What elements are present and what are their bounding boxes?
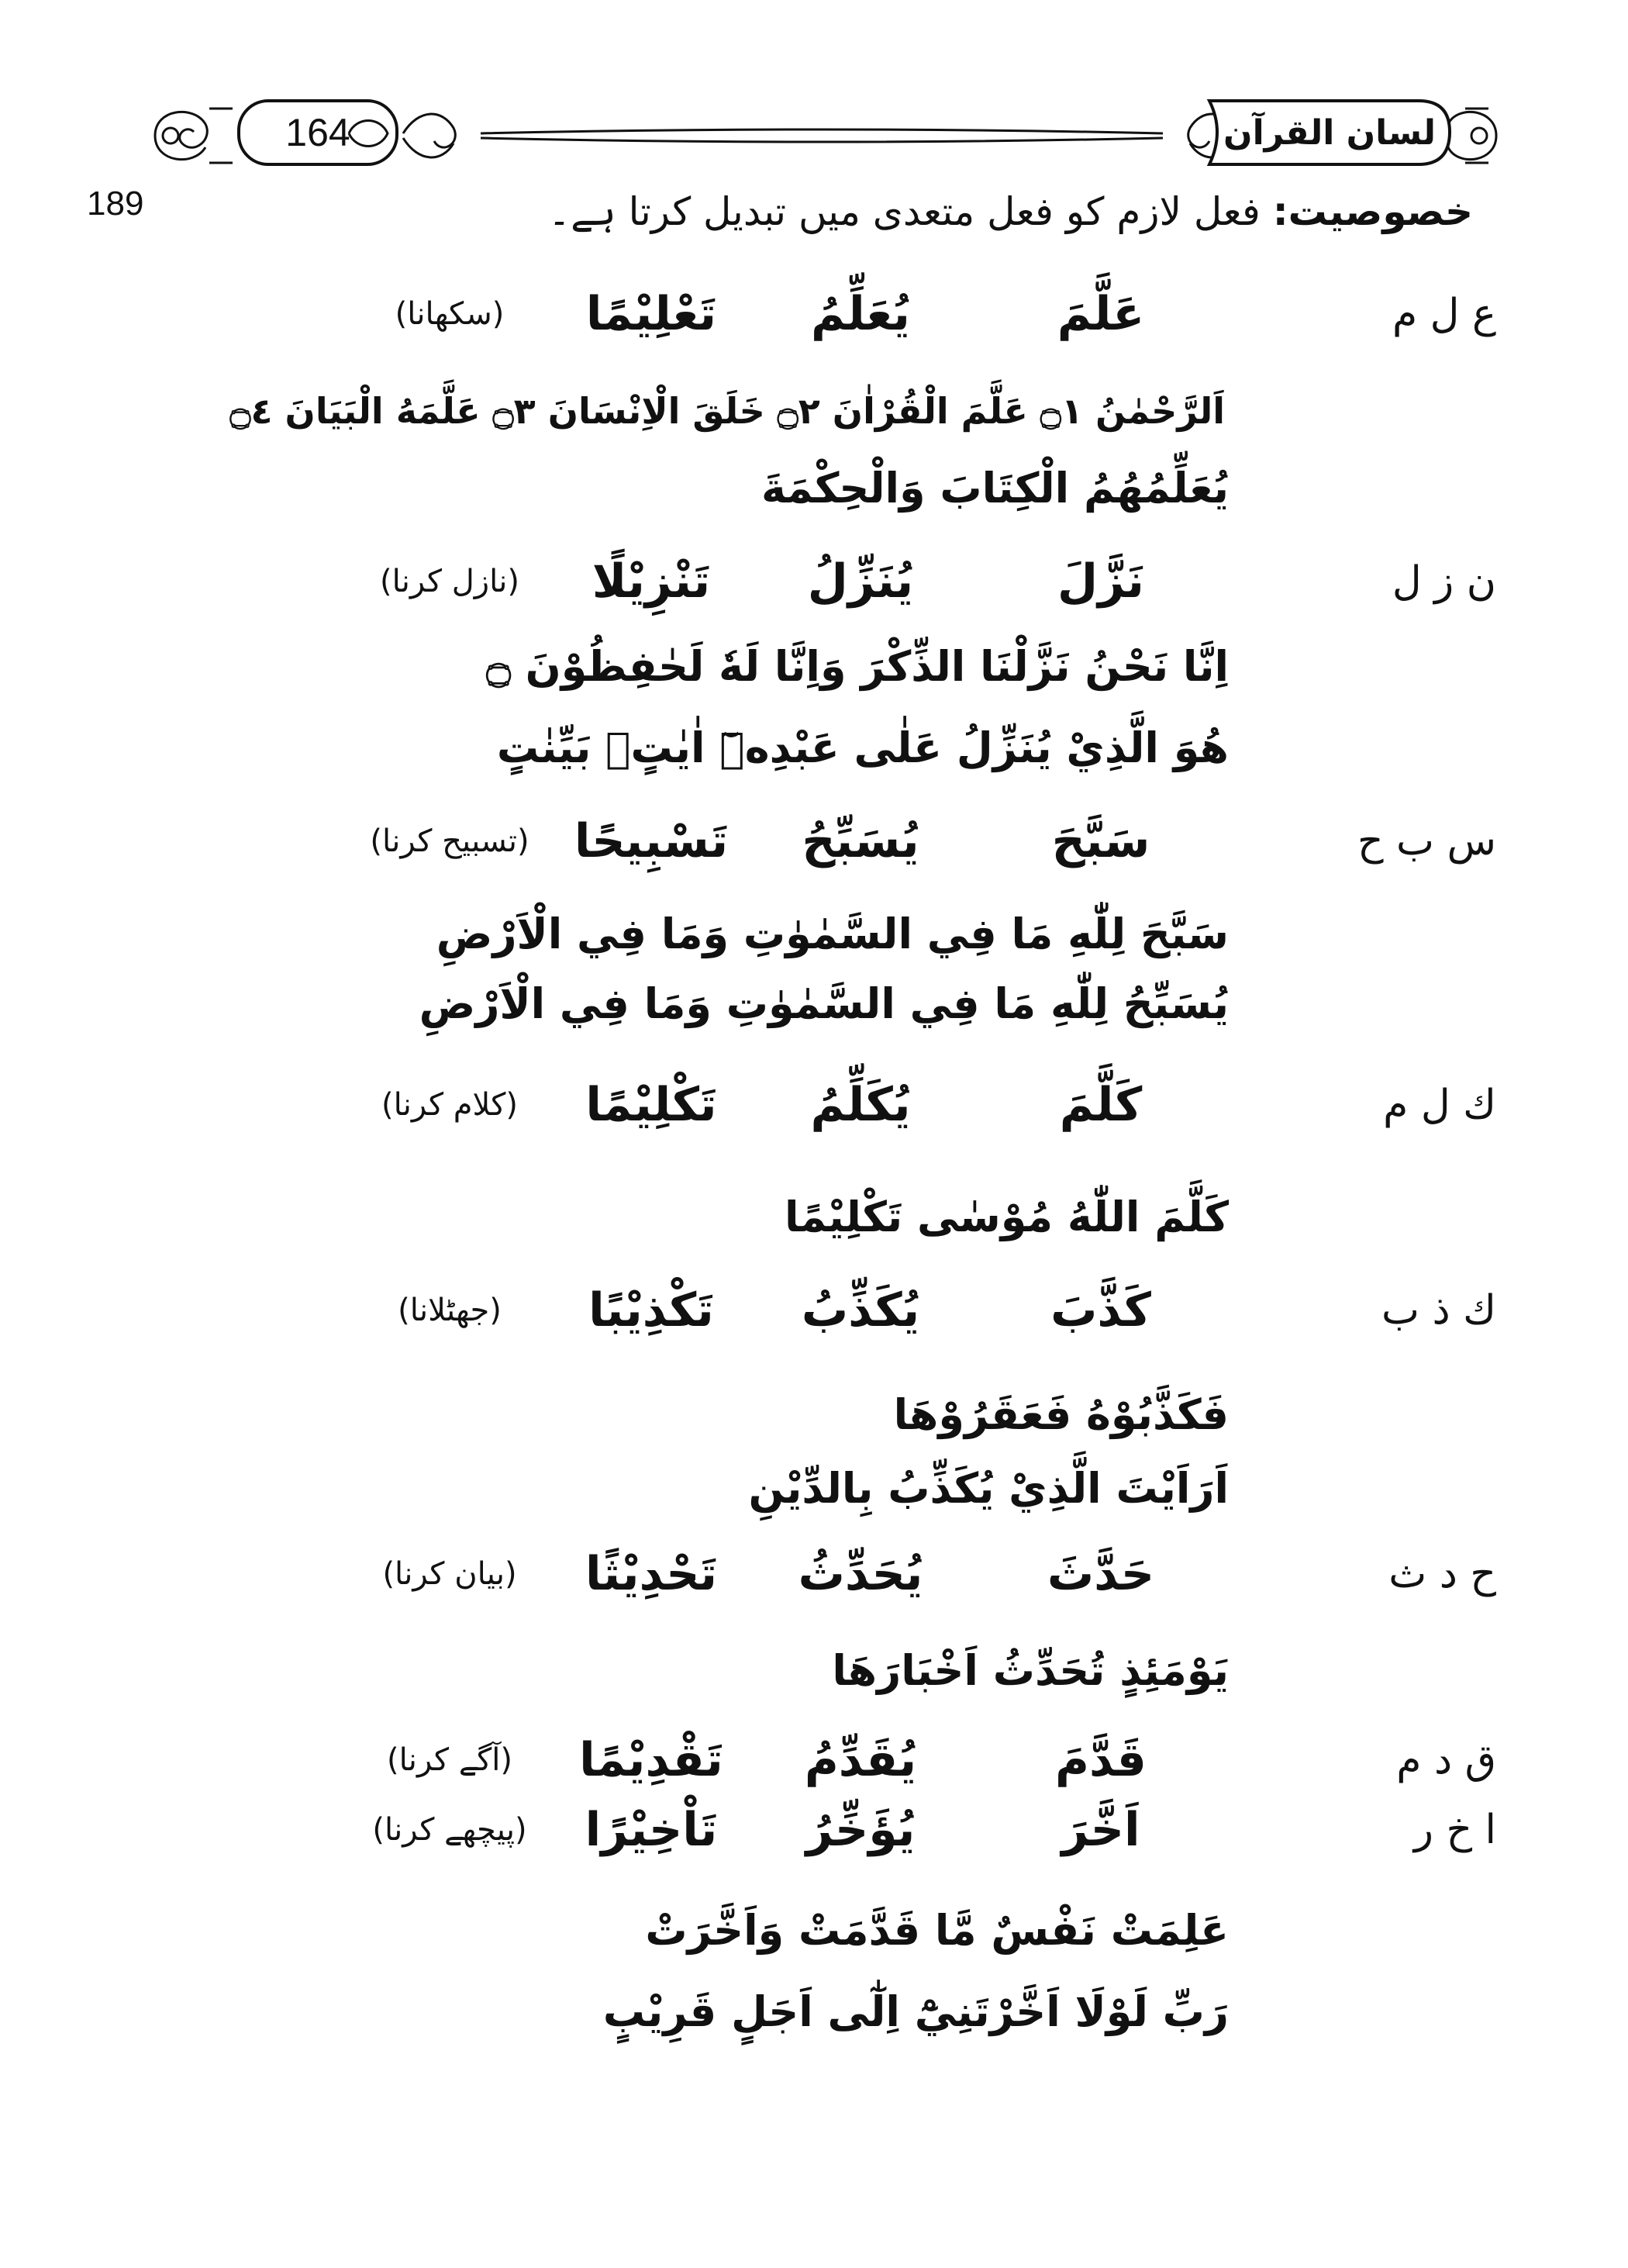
verb-past: حَدَّثَ (1047, 1547, 1155, 1601)
feature-heading (233, 185, 1473, 239)
verb-row (341, 1725, 1496, 1795)
verb-root: ق د م (1396, 1737, 1496, 1783)
verb-masdar: تَنْزِيْلًا (592, 554, 711, 609)
verb-past: سَبَّحَ (1051, 814, 1150, 868)
example-verse: يُسَبِّحُ لِلّٰهِ مَا فِي السَّمٰوٰتِ وَمَا فِي الْاَرْضِ (419, 979, 1229, 1028)
verb-row (341, 547, 1496, 616)
verb-past: عَلَّمَ (1057, 287, 1145, 341)
example-verse: سَبَّحَ لِلّٰهِ مَا فِي السَّمٰوٰتِ وَمَا فِي الْاَرْضِ (436, 910, 1229, 958)
verb-past: كَذَّبَ (1050, 1283, 1151, 1338)
verb-meaning: (سکھانا) (395, 296, 505, 332)
verb-root: س ب ح (1357, 818, 1496, 865)
page-number: 164 (285, 111, 350, 154)
example-verse: يَوْمَئِذٍ تُحَدِّثُ اَخْبَارَهَا (832, 1646, 1229, 1695)
verb-meaning: (آگے کرنا) (387, 1742, 512, 1778)
verb-present: يُحَدِّثُ (798, 1547, 923, 1601)
verb-row (341, 1276, 1496, 1345)
example-verse: عَلِمَتْ نَفْسٌ مَّا قَدَّمَتْ وَاَخَّرَتْ (645, 1906, 1229, 1955)
verb-row (341, 1795, 1496, 1865)
book-title: لسان القرآن (1223, 113, 1436, 153)
verb-present: يُعَلِّمُ (811, 287, 910, 341)
verb-root: ك ذ ب (1381, 1287, 1496, 1334)
verb-row (341, 1539, 1496, 1609)
verb-past: اَخَّرَ (1061, 1803, 1140, 1857)
verb-present: يُنَزِّلُ (807, 554, 914, 609)
verb-present: يُسَبِّحُ (802, 814, 919, 868)
verb-masdar: تَعْلِيْمًا (585, 287, 717, 341)
verb-root: ع ل م (1392, 291, 1496, 337)
verb-row (341, 806, 1496, 876)
verb-masdar: تَسْبِيحًا (574, 814, 729, 868)
verb-root: ك ل م (1383, 1082, 1496, 1128)
example-verse: اَلرَّحْمٰنُ ۝١ عَلَّمَ الْقُرْاٰنَ ۝٢ خَلَقَ الْاِنْسَانَ ۝٣ عَلَّمَهُ الْبَيَانَ ۝٤ (229, 390, 1225, 432)
verb-past: نَزَّلَ (1057, 554, 1144, 609)
verb-present: يُؤَخِّرُ (805, 1803, 916, 1857)
verb-meaning: (جھٹلانا) (398, 1293, 502, 1328)
verb-meaning: (تسبیح کرنا) (370, 823, 529, 859)
page-header (147, 93, 1504, 178)
example-verse: رَبِّ لَوْلَا اَخَّرْتَنِيْٓ اِلٰٓى اَجَلٍ قَرِيْبٍ (602, 1987, 1229, 2036)
example-verse: فَكَذَّبُوْهُ فَعَقَرُوْهَا (893, 1390, 1229, 1439)
example-verse: اِنَّا نَحْنُ نَزَّلْنَا الذِّكْرَ وَاِنَّا لَهٗ لَحٰفِظُوْنَ ۝ (486, 642, 1229, 691)
verb-masdar: تَكْلِيْمًا (585, 1078, 717, 1132)
verb-meaning: (پیچھے کرنا) (372, 1812, 527, 1848)
verb-meaning: (کلام کرنا) (381, 1087, 519, 1123)
example-verse: يُعَلِّمُهُمُ الْكِتَابَ وَالْحِكْمَةَ (761, 464, 1229, 513)
example-verse: كَلَّمَ اللّٰهُ مُوْسٰى تَكْلِيْمًا (784, 1193, 1229, 1241)
verb-meaning: (نازل کرنا) (379, 564, 520, 599)
verb-masdar: تَاْخِيْرًا (585, 1803, 718, 1857)
reference-number: 189 (87, 185, 144, 223)
feature-text: فعل لازم کو فعل متعدی میں تبدیل کرتا ہے۔ (547, 189, 1261, 234)
verb-present: يُكَذِّبُ (801, 1283, 920, 1338)
verb-root: ا خ ر (1413, 1807, 1496, 1853)
example-verse: اَرَاَيْتَ الَّذِيْ يُكَذِّبُ بِالدِّيْنِ (748, 1464, 1229, 1513)
verb-past: كَلَّمَ (1059, 1078, 1143, 1132)
verb-past: قَدَّمَ (1055, 1733, 1147, 1787)
verb-row (341, 279, 1496, 349)
feature-label: خصوصیت: (1272, 189, 1473, 234)
example-verse: هُوَ الَّذِيْ يُنَزِّلُ عَلٰى عَبْدِهٖٓ اٰيٰتٍۢ بَيِّنٰتٍ (496, 723, 1229, 772)
verb-meaning: (بیان کرنا) (382, 1556, 517, 1592)
verb-present: يُقَدِّمُ (804, 1733, 917, 1787)
verb-root: ح د ث (1388, 1551, 1496, 1597)
verb-masdar: تَكْذِيْبًا (588, 1283, 714, 1338)
verb-root: ن ز ل (1392, 558, 1496, 605)
verb-masdar: تَقْدِيْمًا (579, 1733, 723, 1787)
verb-present: يُكَلِّمُ (810, 1078, 911, 1132)
verb-masdar: تَحْدِيْثًا (585, 1547, 717, 1601)
verb-row (341, 1070, 1496, 1140)
